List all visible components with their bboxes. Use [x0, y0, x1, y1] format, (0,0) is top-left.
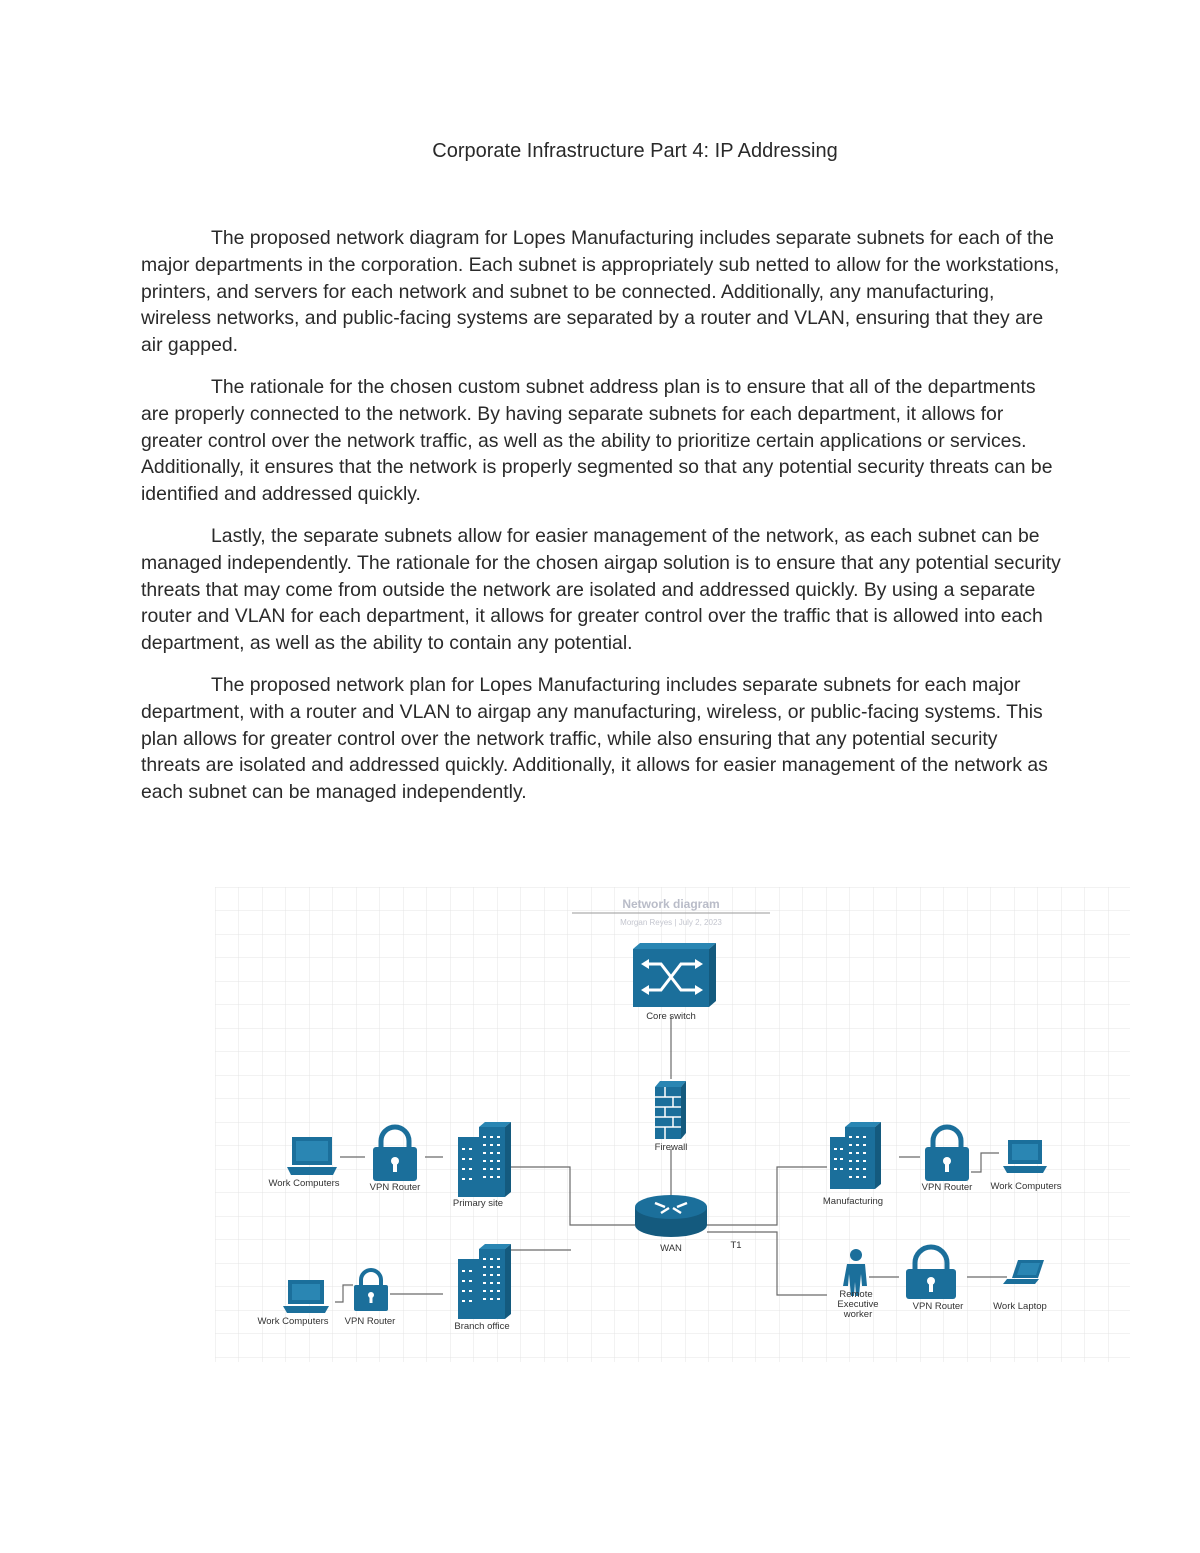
vpn-router-label: VPN Router — [369, 1182, 421, 1193]
branch-office-label: Branch office — [454, 1321, 510, 1332]
firewall-label: Firewall — [654, 1142, 688, 1153]
work-computers-label: Work Computers — [990, 1181, 1062, 1192]
work-laptop-label: Work Laptop — [993, 1301, 1047, 1312]
paragraph-1: The proposed network diagram for Lopes Manufacturing includes separate subnets for each of the major departments in the corporation. Each subnet is appropriately sub netted to allow for the workstations, printers, and servers for each network and subnet to be connected. Additionally, any manufacturing, wireless networks, and public-facing systems are separated by a router and VLAN, ensuring that they are air gapped. — [141, 227, 1060, 357]
network-diagram — [215, 887, 1130, 1362]
document-body — [141, 225, 1061, 821]
remote-worker-label-line2: Executive — [837, 1299, 879, 1310]
work-computer-icon — [1003, 1140, 1047, 1173]
paragraph-3: Lastly, the separate subnets allow for easier management of the network, as each subnet can be managed independently. The rationale for the chosen airgap solution is to ensure that any potential security threats that may come from outside the network are isolated and addressed quickly. By using a separate router and VLAN for each department, it allows for greater control over the traffic that is allowed into each department, as well as the ability to contain any potential. — [141, 524, 1061, 655]
diagram-subtitle: Morgan Reyes | July 2, 2023 — [620, 918, 722, 927]
manufacturing-label: Manufacturing — [822, 1196, 884, 1207]
vpn-router-label: VPN Router — [344, 1316, 396, 1327]
work-computer-icon — [283, 1280, 329, 1313]
firewall-icon — [655, 1081, 686, 1139]
work-computer-icon — [287, 1137, 337, 1175]
remote-worker-label-line3: worker — [843, 1309, 873, 1320]
wan-router-icon — [635, 1195, 707, 1237]
work-computers-label: Work Computers — [268, 1178, 340, 1189]
t1-label: T1 — [730, 1240, 742, 1251]
vpn-router-label: VPN Router — [921, 1182, 973, 1193]
remote-worker-label: Remote — [839, 1289, 873, 1300]
primary-site-label: Primary site — [452, 1198, 504, 1209]
work-computers-label: Work Computers — [257, 1316, 329, 1327]
diagram-title: Network diagram — [622, 897, 720, 911]
document-title: Corporate Infrastructure Part 4: IP Addressing — [432, 140, 838, 162]
paragraph-4: The proposed network plan for Lopes Manufacturing includes separate subnets for each major department, with a router and VLAN to airgap any manufacturing, wireless, or public-facing systems. This plan allows for greater control over the network traffic, while also ensuring that any potential security threats are isolated and addressed quickly. Additionally, it allows for easier management of the network as each subnet can be managed independently. — [141, 673, 1048, 804]
core-switch-icon — [633, 943, 716, 1007]
vpn-router-label: VPN Router — [912, 1301, 964, 1312]
network-diagram-canvas — [215, 887, 1130, 1362]
paragraph-2: The rationale for the chosen custom subnet address plan is to ensure that all of the departments are properly connected to the network. By having separate subnets for each department, it allows for greater control over the network traffic, as well as the ability to prioritize certain applications or services. Additionally, it ensures that the network is properly segmented so that any potential security threats can be identified and addressed quickly. — [141, 375, 1053, 506]
core-switch-label: Core switch — [646, 1011, 696, 1022]
wan-label: WAN — [660, 1243, 682, 1254]
